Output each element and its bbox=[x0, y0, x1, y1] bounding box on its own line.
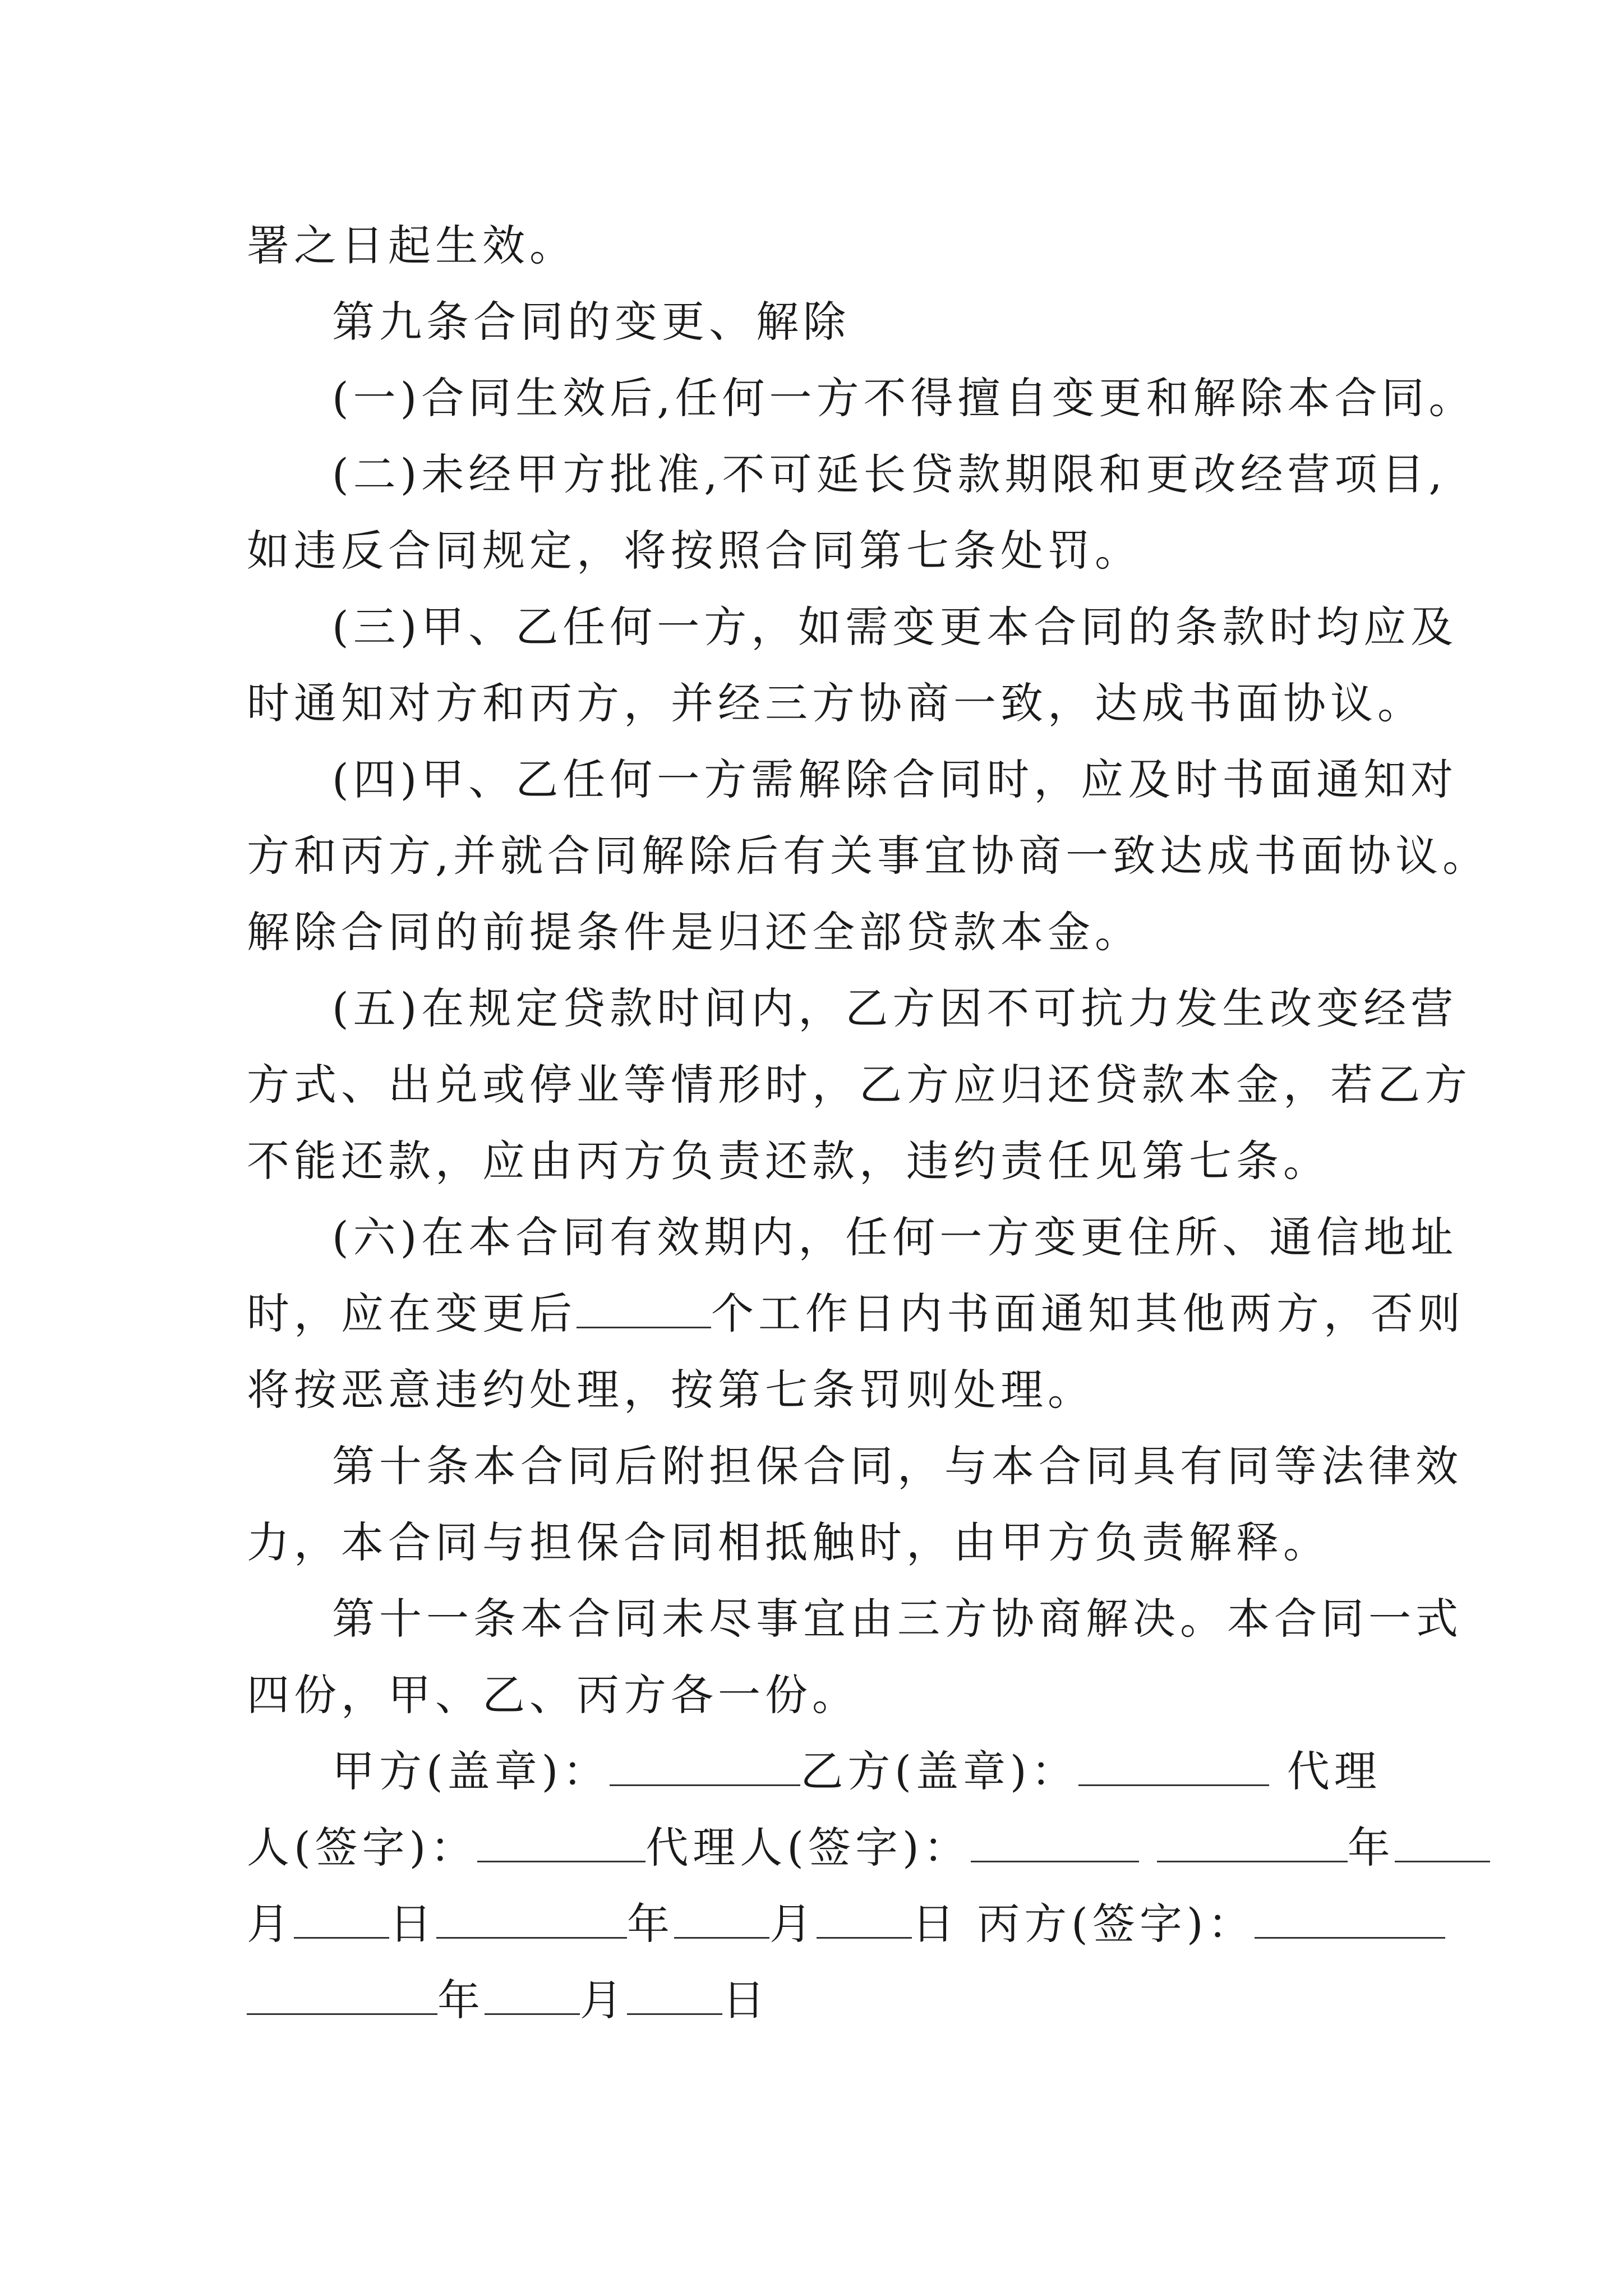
year-field[interactable] bbox=[247, 1974, 437, 2015]
text-line bbox=[247, 1276, 1465, 1352]
year-label: 年 bbox=[437, 1975, 485, 2025]
text-line: 时通知对方和丙方，并经三方协商一致，达成书面协议。 bbox=[247, 678, 1424, 728]
text-line: (五)在规定贷款时间内，乙方因不可抗力发生改变经营 bbox=[332, 983, 1458, 1033]
day-field[interactable] bbox=[817, 1898, 912, 1939]
text-line: (四)甲、乙任何一方需解除合同时，应及时书面通知对 bbox=[332, 754, 1458, 804]
party-b-label: 乙方(盖章)： bbox=[800, 1746, 1078, 1796]
agent-b-sign-field[interactable] bbox=[971, 1821, 1139, 1862]
day-field[interactable] bbox=[627, 1974, 722, 2015]
day-label: 日 bbox=[722, 1975, 769, 2025]
text-line: (三)甲、乙任何一方，如需变更本合同的条款时均应及 bbox=[332, 602, 1458, 652]
text-segment: 个工作日内书面通知其他两方，否则 bbox=[711, 1289, 1465, 1338]
text-line: 方式、出兑或停业等情形时，乙方应归还贷款本金，若乙方 bbox=[247, 1060, 1472, 1110]
text-line: (二)未经甲方批准,不可延长贷款期限和更改经营项目, bbox=[332, 449, 1447, 499]
text-line: 将按恶意违约处理，按第七条罚则处理。 bbox=[247, 1365, 1095, 1415]
signature-line bbox=[247, 1810, 1395, 1886]
text-line: 不能还款，应由丙方负责还款，违约责任见第七条。 bbox=[247, 1136, 1330, 1186]
article-heading: 第九条合同的变更、解除 bbox=[332, 297, 850, 347]
month-label: 月 bbox=[580, 1975, 627, 2025]
text-line: (一)合同生效后,任何一方不得擅自变更和解除本合同。 bbox=[332, 373, 1476, 423]
text-line: 力，本合同与担保合同相抵触时，由甲方负责解释。 bbox=[247, 1517, 1330, 1567]
text-line: 如违反合同规定，将按照合同第七条处罚。 bbox=[247, 526, 1142, 576]
signature-line bbox=[247, 1886, 1380, 1962]
signature-line bbox=[247, 1962, 1380, 2039]
date-field[interactable] bbox=[1157, 1821, 1348, 1862]
signature-line bbox=[247, 1733, 1380, 1810]
party-c-sign-field[interactable] bbox=[1255, 1898, 1445, 1939]
text-line: 解除合同的前提条件是归还全部贷款本金。 bbox=[247, 907, 1142, 957]
party-a-label: 甲方(盖章)： bbox=[332, 1746, 610, 1796]
blank-field[interactable] bbox=[577, 1287, 711, 1328]
party-b-seal-field[interactable] bbox=[1078, 1745, 1269, 1786]
month-label: 月 bbox=[247, 1899, 294, 1949]
year-label: 年 bbox=[1347, 1823, 1395, 1872]
year-field[interactable] bbox=[436, 1898, 627, 1939]
party-c-label: 丙方(签字)： bbox=[977, 1899, 1255, 1949]
day-label: 日 bbox=[912, 1899, 959, 1949]
text-line: 四份，甲、乙、丙方各一份。 bbox=[247, 1670, 859, 1720]
document-page bbox=[247, 208, 1490, 2039]
article-heading: 第十一条本合同未尽事宜由三方协商解决。本合同一式 bbox=[332, 1594, 1463, 1644]
text-line: (六)在本合同有效期内，任何一方变更住所、通信地址 bbox=[332, 1212, 1458, 1262]
text-line: 方和丙方,并就合同解除后有关事宜协商一致达成书面协议。 bbox=[247, 831, 1490, 881]
agent-a-sign-field[interactable] bbox=[477, 1821, 645, 1862]
month-label: 月 bbox=[769, 1899, 817, 1949]
day-field[interactable] bbox=[294, 1898, 389, 1939]
text-segment: 时，应在变更后 bbox=[247, 1289, 577, 1338]
day-label: 日 bbox=[389, 1899, 436, 1949]
month-field[interactable] bbox=[1395, 1821, 1490, 1862]
agent-b-label: 代理人(签字)： bbox=[645, 1823, 971, 1872]
month-field[interactable] bbox=[485, 1974, 580, 2015]
text-line: 署之日起生效。 bbox=[247, 220, 577, 270]
party-a-seal-field[interactable] bbox=[610, 1745, 800, 1786]
month-field[interactable] bbox=[674, 1898, 769, 1939]
article-heading: 第十条本合同后附担保合同，与本合同具有同等法律效 bbox=[332, 1441, 1463, 1491]
year-label: 年 bbox=[627, 1899, 674, 1949]
agent-label: 代理 bbox=[1287, 1746, 1381, 1796]
agent-label: 人(签字)： bbox=[247, 1823, 478, 1872]
